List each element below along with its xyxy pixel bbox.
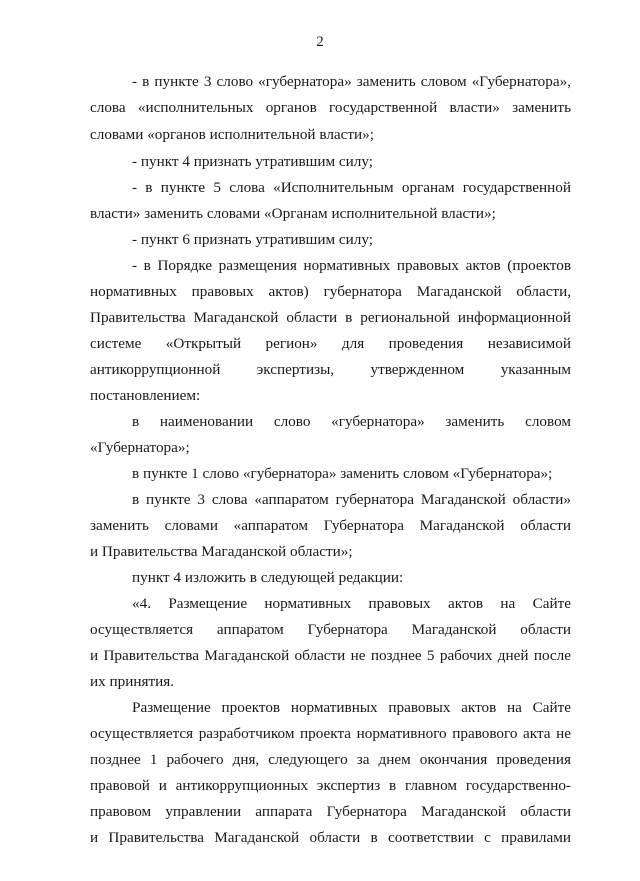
document-line: пункт 4 изложить в следующей редакции: (132, 569, 404, 586)
document-line: в пункте 3 слова «аппаратом губернатора Магаданской области» (132, 491, 571, 508)
document-line: осуществляется разработчиком проекта нормативного правового акта не (90, 725, 571, 742)
document-line: осуществляется аппаратом Губернатора Магаданской области (90, 621, 571, 638)
document-line: правовом управлении аппарата Губернатора Магаданской области (90, 803, 571, 820)
document-line: «Губернатора»; (90, 439, 190, 456)
document-line: слова «исполнительных органов государственной власти» заменить (90, 99, 571, 116)
document-line: позднее 1 рабочего дня, следующего за днем окончания проведения (90, 751, 571, 768)
document-line: - пункт 6 признать утратившим силу; (132, 231, 373, 248)
document-line: «4. Размещение нормативных правовых актов на Сайте (132, 595, 571, 612)
document-line: - в Порядке размещения нормативных правовых актов (проектов (132, 257, 571, 274)
document-line: словами «органов исполнительной власти»; (90, 126, 374, 143)
document-line: антикоррупционной экспертизы, утвержденном указанным (90, 361, 571, 378)
document-line: и Правительства Магаданской области не позднее 5 рабочих дней после (90, 647, 571, 664)
document-line: и Правительства Магаданской области»; (90, 543, 353, 560)
document-line: правовой и антикоррупционных экспертиз в главном государственно- (90, 777, 571, 794)
document-line: - в пункте 5 слова «Исполнительным органам государственной (132, 179, 571, 196)
document-line: власти» заменить словами «Органам исполнительной власти»; (90, 205, 496, 222)
document-line: - пункт 4 признать утратившим силу; (132, 153, 373, 170)
document-line: их принятия. (90, 673, 175, 690)
document-line: и Правительства Магаданской области в соответствии с правилами (90, 829, 571, 846)
document-line: в наименовании слово «губернатора» заменить словом (132, 413, 571, 430)
document-line: в пункте 1 слово «губернатора» заменить словом «Губернатора»; (132, 465, 553, 482)
document-line: нормативных правовых актов) губернатора Магаданской области, (90, 283, 571, 300)
document-line: заменить словами «аппаратом Губернатора Магаданской области (90, 517, 571, 534)
document-line: Правительства Магаданской области в региональной информационной (90, 309, 571, 326)
document-line: - в пункте 3 слово «губернатора» заменить словом «Губернатора», (132, 73, 571, 90)
document-line: Размещение проектов нормативных правовых актов на Сайте (132, 699, 571, 716)
document-line: системе «Открытый регион» для проведения независимой (90, 335, 571, 352)
document-line: постановлением: (90, 387, 201, 404)
page-number: 2 (316, 34, 324, 50)
